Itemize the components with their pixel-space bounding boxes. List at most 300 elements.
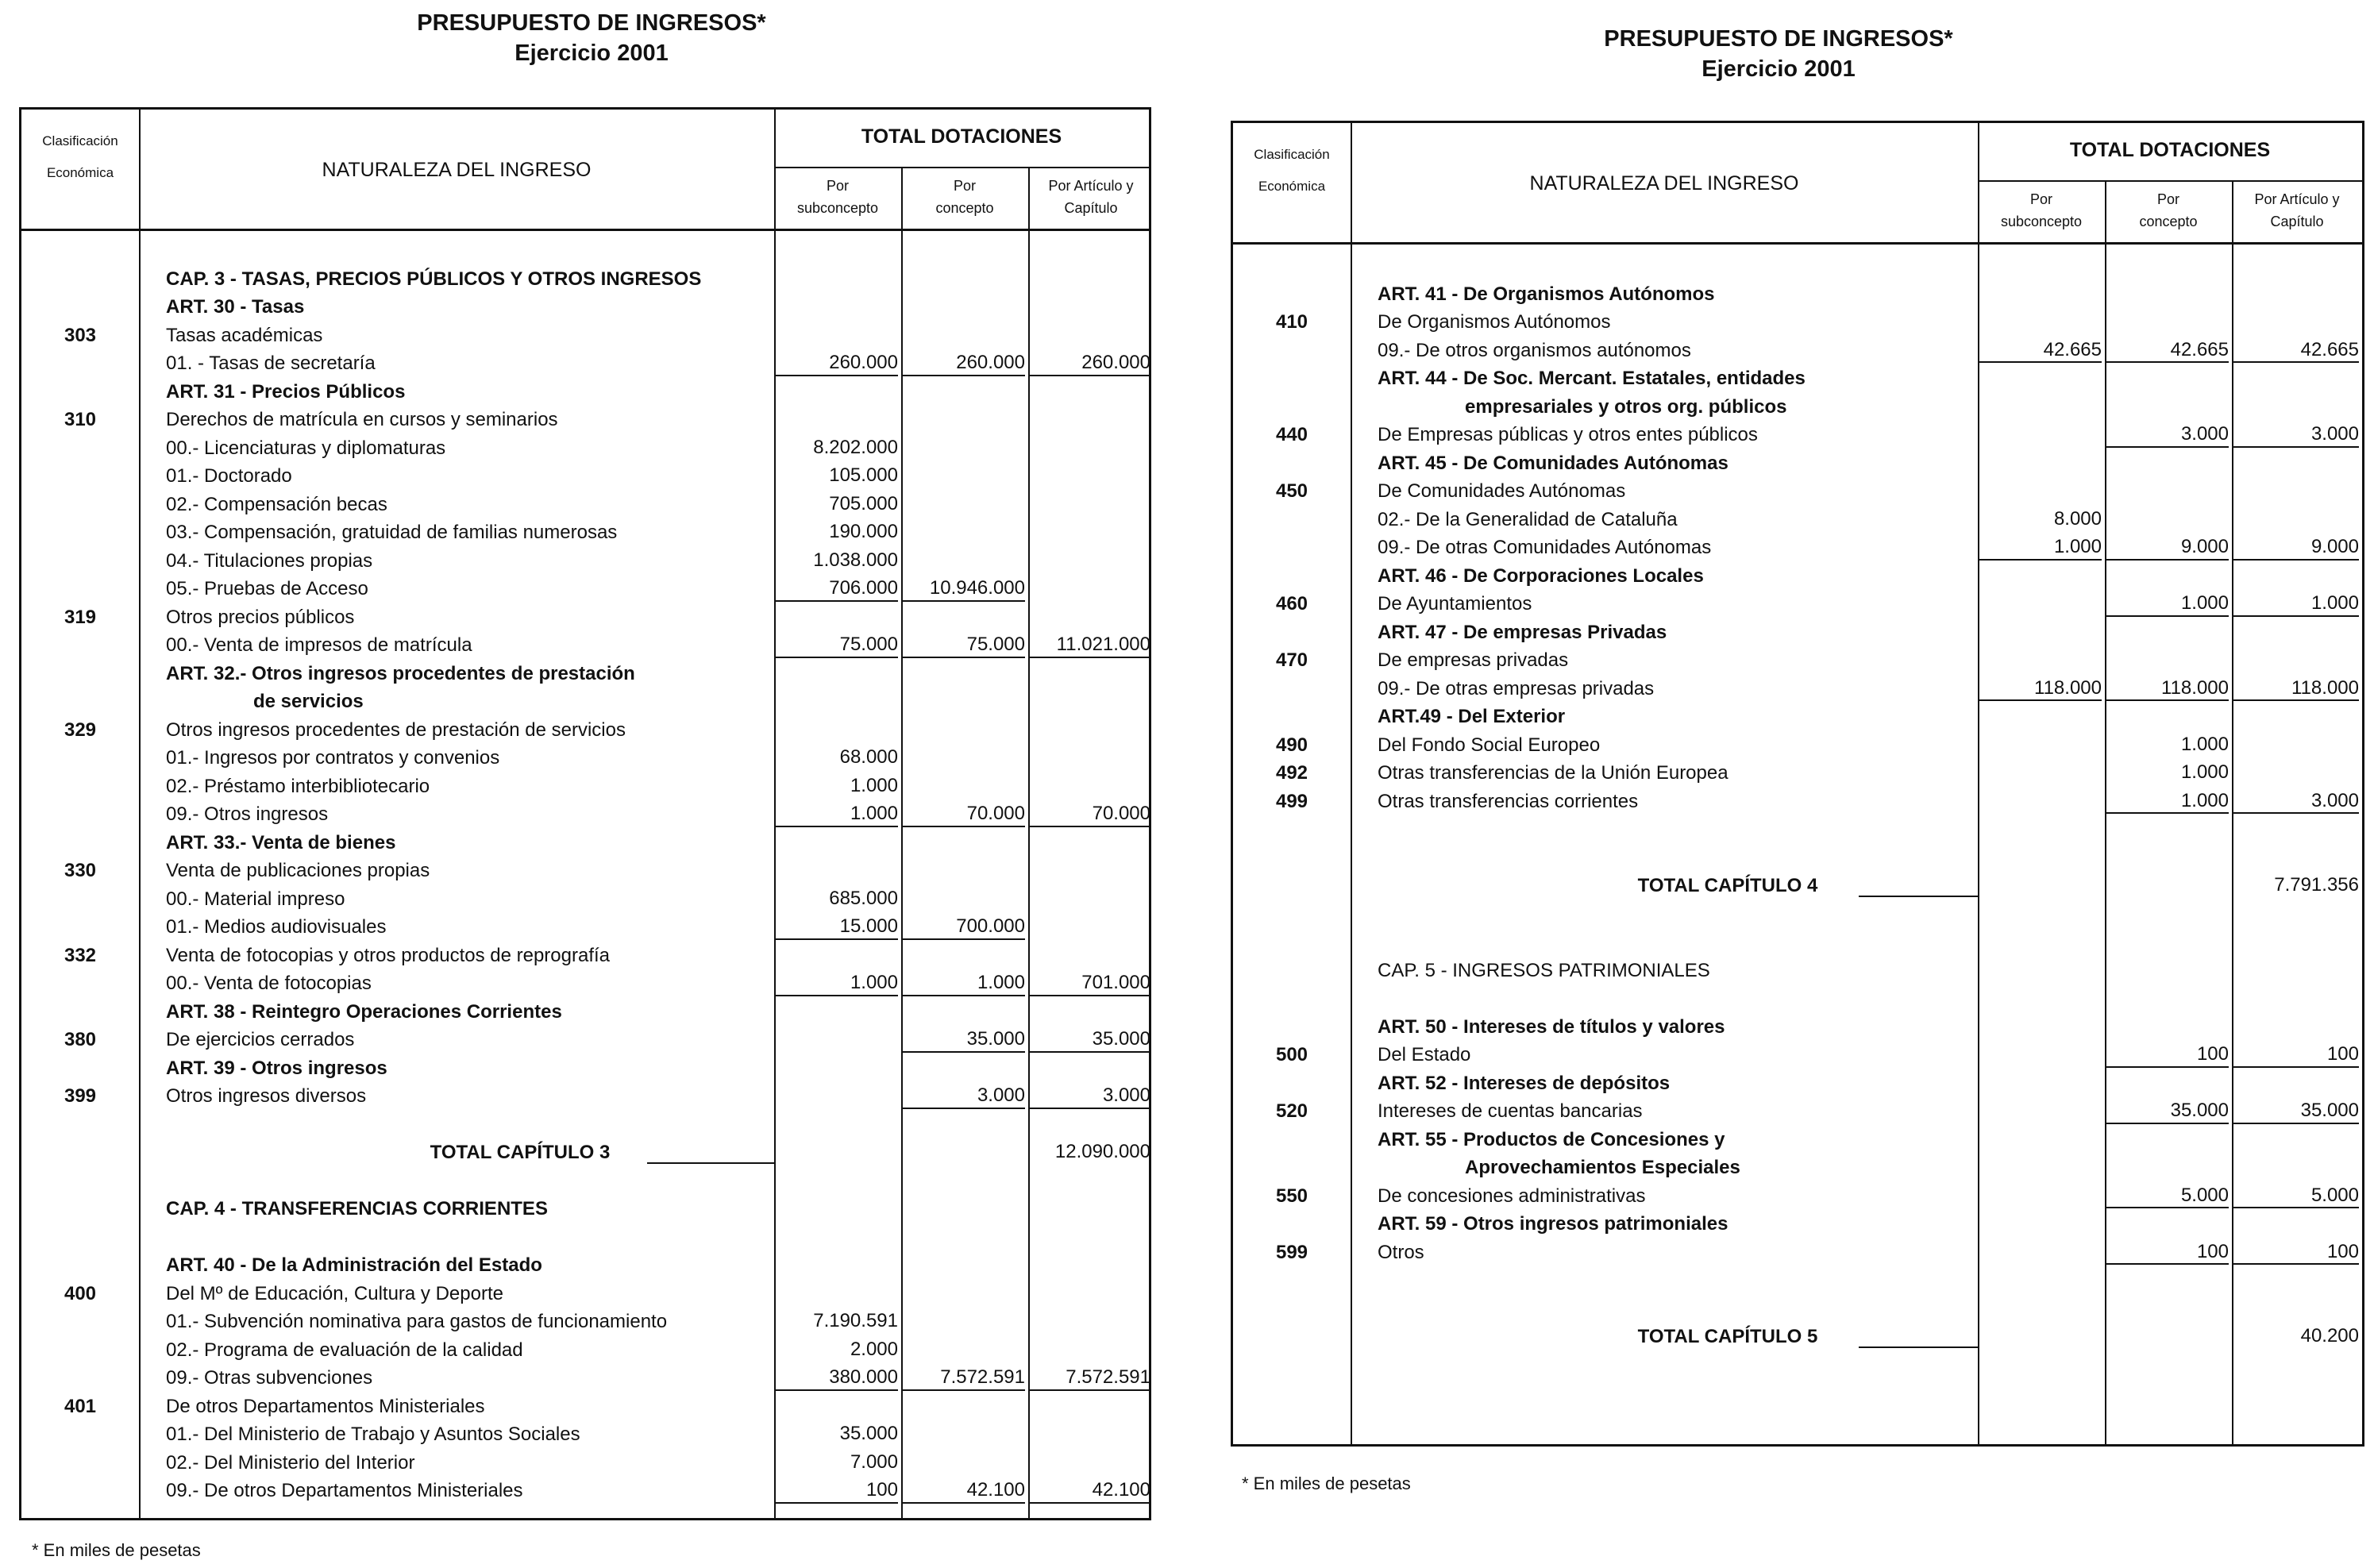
table-row xyxy=(1233,844,2362,873)
amount-subconcepto: 1.038.000 xyxy=(813,549,898,571)
amount-subconcepto xyxy=(774,1138,898,1164)
amount-subconcepto: 118.000 xyxy=(1978,675,2102,702)
amount-subconcepto xyxy=(1978,984,2102,1010)
header-col-articulo xyxy=(1028,175,1154,219)
header-clasificacion xyxy=(21,125,139,189)
row-code: 492 xyxy=(1275,762,1308,784)
row-description: Del Mº de Educación, Cultura y Deporte xyxy=(166,1282,503,1304)
amount-subconcepto: 42.665 xyxy=(1978,337,2102,364)
row-code: 399 xyxy=(64,1085,97,1107)
amount-articulo xyxy=(2232,844,2359,869)
table-row xyxy=(21,1026,1149,1054)
amount-concepto xyxy=(901,462,1025,487)
row-description: 00.- Venta de fotocopias xyxy=(166,973,372,994)
table-row xyxy=(21,998,1149,1027)
amount-concepto xyxy=(901,1449,1025,1474)
row-code: 380 xyxy=(64,1029,97,1050)
table-row xyxy=(21,462,1149,491)
amount-subconcepto xyxy=(1978,957,2102,982)
amount-articulo xyxy=(1028,575,1150,600)
amount-subconcepto: 8.202.000 xyxy=(813,436,898,458)
table-row xyxy=(1233,788,2362,816)
header-col-subconcepto xyxy=(774,175,901,219)
row-description: 09.- De otros organismos autónomos xyxy=(1378,339,1691,361)
amount-subconcepto xyxy=(1978,1013,2102,1038)
header-line: concepto xyxy=(935,200,994,216)
amount-concepto xyxy=(901,688,1025,713)
table-row xyxy=(1233,1239,2362,1267)
header-line: concepto xyxy=(2139,214,2198,229)
amount-concepto xyxy=(901,378,1025,403)
row-code: 450 xyxy=(1275,480,1308,502)
amount-concepto xyxy=(901,744,1025,769)
row-description: de servicios xyxy=(253,691,364,712)
header-clasificacion-line: Clasificación xyxy=(42,133,118,148)
table-row xyxy=(21,491,1149,519)
amount-articulo xyxy=(2232,759,2359,784)
row-description: Del Estado xyxy=(1378,1044,1471,1065)
row-description: De Ayuntamientos xyxy=(1378,593,1532,614)
table-row xyxy=(1233,646,2362,675)
row-code: 520 xyxy=(1275,1100,1308,1122)
amount-articulo: 100 xyxy=(2232,1041,2359,1068)
table-row xyxy=(21,1420,1149,1449)
amount-subconcepto: 7.190.591 xyxy=(813,1310,898,1331)
amount-concepto xyxy=(901,716,1025,742)
amount-subconcepto xyxy=(774,322,898,347)
amount-subconcepto xyxy=(1978,1041,2102,1066)
row-description: 02.- De la Generalidad de Cataluña xyxy=(1378,508,1678,530)
row-code: 332 xyxy=(64,944,97,966)
amount-subconcepto: 1.000 xyxy=(1978,534,2102,561)
amount-subconcepto xyxy=(774,1111,898,1136)
amount-concepto: 10.946.000 xyxy=(901,575,1025,602)
amount-concepto xyxy=(901,1420,1025,1446)
amount-articulo xyxy=(1028,942,1150,967)
table-row xyxy=(1233,1069,2362,1098)
table-row xyxy=(1233,506,2362,534)
row-description: 00.- Material impreso xyxy=(166,888,345,910)
amount-articulo: 7.572.591 xyxy=(1028,1364,1150,1391)
table-row xyxy=(1233,675,2362,703)
amount-articulo xyxy=(1028,1308,1150,1333)
amount-subconcepto xyxy=(774,1054,898,1080)
amount-articulo xyxy=(1028,1449,1150,1474)
table-row xyxy=(1233,957,2362,985)
amount-subconcepto xyxy=(1978,562,2102,588)
amount-concepto xyxy=(901,518,1025,544)
amount-articulo: 35.000 xyxy=(2232,1097,2359,1124)
table-row xyxy=(1233,1323,2362,1351)
amount-concepto xyxy=(2105,872,2229,897)
table-row xyxy=(1233,1126,2362,1154)
amount-articulo xyxy=(2232,957,2359,982)
amount-concepto xyxy=(2105,1295,2229,1320)
amount-concepto: 1.000 xyxy=(901,969,1025,996)
row-description: De ejercicios cerrados xyxy=(166,1029,355,1050)
row-description: ART. 32.- Otros ingresos procedentes de prestación xyxy=(166,662,635,684)
amount-concepto xyxy=(2105,984,2229,1010)
amount-subconcepto xyxy=(774,237,898,262)
page-left xyxy=(0,0,1175,1568)
row-code: 410 xyxy=(1275,311,1308,333)
amount-subconcepto: 2.000 xyxy=(850,1338,898,1360)
table-row xyxy=(21,265,1149,294)
amount-subconcepto xyxy=(774,1167,898,1192)
amount-articulo: 35.000 xyxy=(1028,1026,1150,1053)
amount-concepto xyxy=(901,1167,1025,1192)
amount-articulo xyxy=(2232,308,2359,333)
amount-articulo: 42.665 xyxy=(2232,337,2359,364)
amount-concepto xyxy=(2105,618,2229,644)
amount-articulo xyxy=(2232,1126,2359,1151)
row-description: Tasas académicas xyxy=(166,324,323,346)
amount-articulo xyxy=(2232,1154,2359,1179)
amount-subconcepto xyxy=(774,829,898,854)
amount-articulo xyxy=(2232,449,2359,475)
amount-articulo: 11.021.000 xyxy=(1028,631,1150,658)
table-row xyxy=(21,800,1149,829)
amount-articulo: 3.000 xyxy=(2232,788,2359,815)
amount-concepto xyxy=(2105,252,2229,277)
amount-concepto xyxy=(2105,1154,2229,1179)
amount-subconcepto xyxy=(774,857,898,882)
table-row xyxy=(21,688,1149,716)
subtitle-text: Ejercicio 2001 xyxy=(514,40,669,66)
amount-concepto: 1.000 xyxy=(2105,590,2229,617)
amount-articulo xyxy=(2232,280,2359,306)
table-row xyxy=(21,716,1149,745)
table-row xyxy=(21,237,1149,265)
amount-subconcepto: 1.000 xyxy=(850,774,898,796)
amount-articulo xyxy=(1028,1420,1150,1446)
amount-articulo: 7.791.356 xyxy=(2274,874,2359,896)
amount-subconcepto xyxy=(774,1251,898,1277)
amount-subconcepto xyxy=(1978,1182,2102,1208)
header-line: Por Artículo y xyxy=(1048,178,1134,194)
table-row xyxy=(1233,618,2362,647)
row-code: 319 xyxy=(64,606,97,628)
amount-subconcepto xyxy=(774,378,898,403)
amount-subconcepto xyxy=(1978,1210,2102,1235)
amount-concepto: 1.000 xyxy=(2180,733,2229,755)
amount-articulo: 100 xyxy=(2232,1239,2359,1266)
amount-concepto xyxy=(901,406,1025,431)
amount-articulo xyxy=(1028,1167,1150,1192)
row-description: 09.- Otras subvenciones xyxy=(166,1367,373,1389)
amount-subconcepto xyxy=(1978,1097,2102,1123)
row-description: 02.- Programa de evaluación de la calidad xyxy=(166,1339,523,1361)
amount-articulo xyxy=(2232,1069,2359,1095)
amount-articulo xyxy=(2232,1295,2359,1320)
amount-subconcepto xyxy=(1978,731,2102,757)
amount-articulo xyxy=(1028,322,1150,347)
amount-subconcepto xyxy=(1978,449,2102,475)
amount-concepto: 100 xyxy=(2105,1041,2229,1068)
row-description: De Organismos Autónomos xyxy=(1378,311,1611,333)
amount-subconcepto xyxy=(1978,477,2102,503)
table-row xyxy=(21,772,1149,801)
amount-concepto xyxy=(901,998,1025,1023)
amount-articulo xyxy=(2232,252,2359,277)
amount-subconcepto xyxy=(1978,844,2102,869)
amount-articulo xyxy=(2232,1013,2359,1038)
amount-concepto xyxy=(2105,280,2229,306)
amount-concepto xyxy=(901,1111,1025,1136)
amount-subconcepto xyxy=(1978,393,2102,418)
amount-subconcepto xyxy=(1978,364,2102,390)
amount-subconcepto xyxy=(774,1195,898,1220)
table-row xyxy=(21,434,1149,463)
amount-subconcepto: 685.000 xyxy=(829,887,898,909)
amount-subconcepto xyxy=(1978,646,2102,672)
amount-concepto xyxy=(901,1280,1025,1305)
table-row xyxy=(21,1280,1149,1308)
amount-concepto: 35.000 xyxy=(901,1026,1025,1053)
amount-articulo xyxy=(1028,462,1150,487)
table-row xyxy=(21,913,1149,942)
amount-articulo xyxy=(2232,562,2359,588)
amount-subconcepto: 705.000 xyxy=(829,492,898,514)
amount-subconcepto: 68.000 xyxy=(839,746,898,768)
amount-subconcepto xyxy=(1978,618,2102,644)
table-row xyxy=(1233,364,2362,393)
amount-subconcepto xyxy=(1978,1266,2102,1292)
amount-articulo: 118.000 xyxy=(2232,675,2359,702)
amount-articulo xyxy=(1028,1195,1150,1220)
amount-subconcepto xyxy=(774,660,898,685)
amount-concepto: 35.000 xyxy=(2105,1097,2229,1124)
table-row xyxy=(21,1393,1149,1421)
table-row xyxy=(21,1082,1149,1111)
amount-concepto xyxy=(2105,844,2229,869)
amount-articulo xyxy=(1028,913,1150,938)
amount-articulo xyxy=(1028,998,1150,1023)
amount-articulo xyxy=(1028,1280,1150,1305)
amount-concepto xyxy=(901,1336,1025,1362)
row-description: 01.- Subvención nominativa para gastos de funcionamiento xyxy=(166,1311,668,1332)
amount-subconcepto xyxy=(1978,1323,2102,1348)
table-row xyxy=(1233,900,2362,929)
amount-subconcepto xyxy=(1978,759,2102,784)
subtitle-text: Ejercicio 2001 xyxy=(1701,56,1856,82)
row-description: 02.- Préstamo interbibliotecario xyxy=(166,775,430,797)
amount-articulo: 9.000 xyxy=(2232,534,2359,561)
amount-articulo: 3.000 xyxy=(2232,421,2359,448)
table-row xyxy=(21,1138,1149,1167)
row-description: TOTAL CAPÍTULO 4 xyxy=(1637,875,1818,896)
amount-articulo xyxy=(2232,1210,2359,1235)
row-description: ART. 55 - Productos de Concesiones y xyxy=(1378,1128,1725,1150)
amount-articulo: 1.000 xyxy=(2232,590,2359,617)
row-description: Intereses de cuentas bancarias xyxy=(1378,1100,1643,1122)
amount-subconcepto xyxy=(1978,308,2102,333)
table-row xyxy=(21,1364,1149,1393)
row-code: 329 xyxy=(64,719,97,741)
amount-articulo: 12.090.000 xyxy=(1054,1141,1150,1162)
amount-articulo xyxy=(1028,265,1150,291)
amount-subconcepto xyxy=(774,1082,898,1108)
amount-articulo xyxy=(1028,603,1150,629)
header-divider xyxy=(1233,242,2362,245)
amount-concepto xyxy=(901,322,1025,347)
table-row xyxy=(1233,393,2362,422)
table-row xyxy=(1233,1210,2362,1239)
amount-concepto xyxy=(2105,1210,2229,1235)
amount-subconcepto xyxy=(774,1393,898,1418)
row-description: 09.- De otros Departamentos Ministeriales xyxy=(166,1480,523,1501)
table-row xyxy=(1233,815,2362,844)
amount-articulo xyxy=(1028,660,1150,685)
row-description: 01. - Tasas de secretaría xyxy=(166,353,376,374)
row-description: De concesiones administrativas xyxy=(1378,1185,1646,1207)
row-code: 330 xyxy=(64,860,97,881)
row-description: 01.- Del Ministerio de Trabajo y Asuntos Sociales xyxy=(166,1424,580,1445)
row-description: Aprovechamientos Especiales xyxy=(1465,1157,1740,1178)
amount-concepto xyxy=(901,772,1025,798)
row-description: ART. 30 - Tasas xyxy=(166,296,305,318)
amount-concepto xyxy=(901,237,1025,262)
amount-concepto xyxy=(2105,957,2229,982)
amount-subconcepto xyxy=(774,1280,898,1305)
row-code: 499 xyxy=(1275,790,1308,812)
row-description: 09.- De otras empresas privadas xyxy=(1378,677,1655,699)
amount-concepto xyxy=(2105,562,2229,588)
header-naturaleza: NATURALEZA DEL INGRESO xyxy=(1529,172,1799,195)
row-description: 05.- Pruebas de Acceso xyxy=(166,578,368,599)
row-code: 500 xyxy=(1275,1044,1308,1065)
row-description: 03.- Compensación, gratuidad de familias numerosas xyxy=(166,522,618,543)
footnote: * En miles de pesetas xyxy=(1242,1474,1411,1493)
amount-concepto xyxy=(2105,1013,2229,1038)
row-description: 01.- Ingresos por contratos y convenios xyxy=(166,747,500,769)
amount-subconcepto: 35.000 xyxy=(839,1423,898,1444)
amount-articulo xyxy=(1028,406,1150,431)
amount-articulo xyxy=(1028,491,1150,516)
table-row xyxy=(1233,252,2362,280)
amount-concepto: 118.000 xyxy=(2105,675,2229,702)
row-description: Otros xyxy=(1378,1241,1424,1263)
header-total-dotaciones: TOTAL DOTACIONES xyxy=(2069,139,2271,161)
amount-concepto: 700.000 xyxy=(901,913,1025,940)
amount-subconcepto: 380.000 xyxy=(774,1364,898,1391)
amount-articulo xyxy=(1028,1223,1150,1249)
row-description: Venta de publicaciones propias xyxy=(166,860,430,881)
amount-concepto: 3.000 xyxy=(2105,421,2229,448)
amount-subconcepto: 706.000 xyxy=(774,575,898,602)
amount-concepto xyxy=(901,1308,1025,1333)
amount-subconcepto: 100 xyxy=(774,1477,898,1504)
table-row xyxy=(1233,1013,2362,1042)
row-code: 460 xyxy=(1275,593,1308,614)
amount-articulo xyxy=(1028,857,1150,882)
row-code: 470 xyxy=(1275,649,1308,671)
table-row xyxy=(21,349,1149,378)
amount-articulo xyxy=(1028,772,1150,798)
table-row xyxy=(1233,1182,2362,1211)
table-row xyxy=(21,660,1149,688)
row-description: ART. 39 - Otros ingresos xyxy=(166,1057,387,1079)
row-description: 00.- Venta de impresos de matrícula xyxy=(166,634,472,656)
amount-concepto xyxy=(2105,703,2229,728)
amount-articulo: 3.000 xyxy=(1028,1082,1150,1109)
header-subdivider xyxy=(1978,180,2362,182)
amount-subconcepto xyxy=(1978,590,2102,615)
amount-articulo xyxy=(2232,703,2359,728)
table-row xyxy=(21,1449,1149,1477)
amount-subconcepto xyxy=(774,1223,898,1249)
page-title xyxy=(16,8,1167,68)
table-row xyxy=(21,744,1149,772)
table-row xyxy=(1233,1295,2362,1323)
amount-subconcepto xyxy=(1978,1295,2102,1320)
table-row xyxy=(21,406,1149,434)
row-description: ART. 40 - De la Administración del Estado xyxy=(166,1254,542,1276)
amount-concepto xyxy=(901,942,1025,967)
amount-articulo xyxy=(1028,829,1150,854)
row-description: Otros precios públicos xyxy=(166,606,355,628)
amount-concepto xyxy=(901,829,1025,854)
row-description: ART. 31 - Precios Públicos xyxy=(166,380,406,403)
header-subdivider xyxy=(774,167,1149,168)
header-col-concepto xyxy=(901,175,1028,219)
row-code: 401 xyxy=(64,1395,97,1417)
amount-concepto xyxy=(2105,928,2229,954)
amount-subconcepto: 190.000 xyxy=(829,521,898,542)
row-description: ART. 50 - Intereses de títulos y valores xyxy=(1378,1015,1725,1038)
amount-subconcepto xyxy=(1978,872,2102,897)
table-row xyxy=(1233,308,2362,337)
amount-articulo xyxy=(1028,293,1150,318)
amount-subconcepto xyxy=(1978,815,2102,841)
header-col-concepto xyxy=(2105,188,2232,233)
row-description: De empresas privadas xyxy=(1378,649,1569,671)
header-line: Por xyxy=(826,178,849,194)
row-description: ART. 33.- Venta de bienes xyxy=(166,831,396,853)
amount-articulo xyxy=(1028,744,1150,769)
row-description: CAP. 5 - INGRESOS PATRIMONIALES xyxy=(1378,959,1710,981)
amount-subconcepto xyxy=(1978,421,2102,446)
table-row xyxy=(21,1223,1149,1252)
row-description: empresariales y otros org. públicos xyxy=(1465,395,1787,418)
amount-subconcepto xyxy=(1978,928,2102,954)
header-line: Por xyxy=(2029,191,2052,207)
amount-concepto xyxy=(901,1138,1025,1164)
amount-concepto xyxy=(2105,900,2229,926)
amount-concepto: 1.000 xyxy=(2180,761,2229,783)
amount-articulo xyxy=(1028,434,1150,460)
table-row xyxy=(1233,477,2362,506)
amount-articulo xyxy=(2232,1266,2359,1292)
amount-subconcepto xyxy=(1978,1239,2102,1264)
amount-concepto xyxy=(901,1195,1025,1220)
header-line: Por xyxy=(2156,191,2179,207)
table-row xyxy=(1233,1041,2362,1069)
amount-subconcepto: 8.000 xyxy=(2053,507,2102,530)
amount-subconcepto xyxy=(1978,1126,2102,1151)
table-row xyxy=(1233,337,2362,365)
amount-articulo xyxy=(2232,928,2359,954)
table-row xyxy=(1233,928,2362,957)
row-description: De otros Departamentos Ministeriales xyxy=(166,1395,485,1417)
header-clasificacion xyxy=(1233,139,1351,202)
amount-concepto: 70.000 xyxy=(901,800,1025,827)
amount-subconcepto xyxy=(1978,1154,2102,1179)
table-row xyxy=(21,1477,1149,1505)
amount-subconcepto: 75.000 xyxy=(774,631,898,658)
amount-concepto xyxy=(2105,646,2229,672)
amount-articulo: 5.000 xyxy=(2232,1182,2359,1209)
